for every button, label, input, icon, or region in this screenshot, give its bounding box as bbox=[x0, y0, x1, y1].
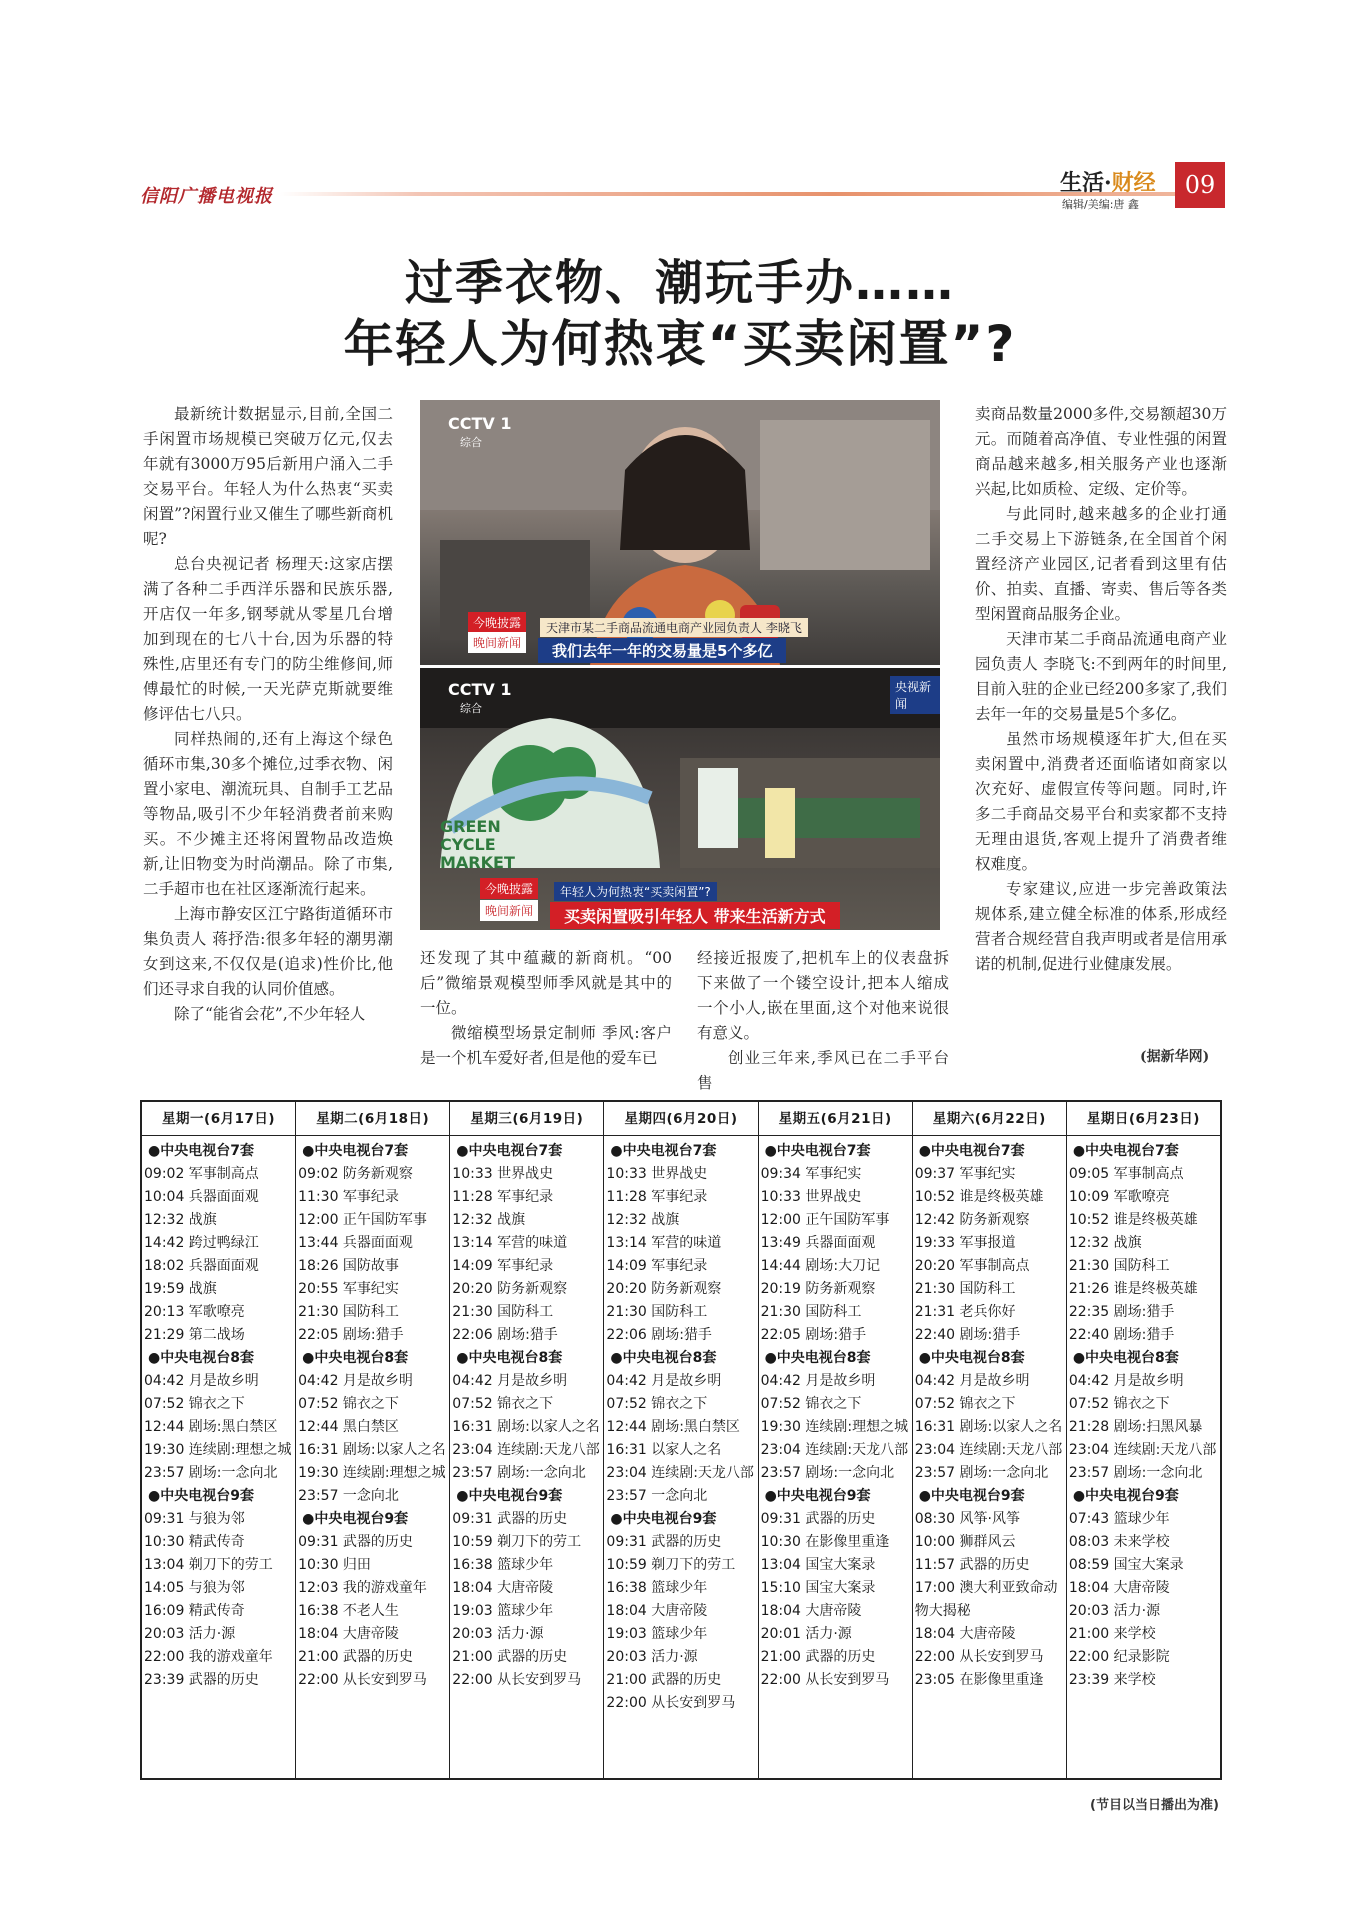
program-listing: 21:28 剧场:扫黑风暴 bbox=[1068, 1419, 1203, 1435]
program-listing: 23:39 来学校 bbox=[1068, 1672, 1156, 1688]
paragraph: 还发现了其中蕴藏的新商机。“00后”微缩景观模型师季风就是其中的一位。 bbox=[420, 949, 672, 1017]
schedule-day-header: 星期六(6月22日) bbox=[913, 1102, 1066, 1136]
program-listing: 21:00 武器的历史 bbox=[298, 1649, 413, 1665]
program-listing: 16:09 精武传奇 bbox=[144, 1603, 245, 1619]
program-listing: 11:28 军事纪录 bbox=[452, 1189, 554, 1205]
program-listing: 07:52 锦衣之下 bbox=[606, 1396, 708, 1412]
corner-logo: 央视新闻 bbox=[890, 676, 940, 714]
program-listing: 07:52 锦衣之下 bbox=[144, 1396, 245, 1412]
program-listing: 10:33 世界战史 bbox=[606, 1166, 708, 1182]
channel-heading: ●中央电视台9套 bbox=[918, 1488, 1025, 1504]
program-listing: 09:31 武器的历史 bbox=[452, 1511, 568, 1527]
program-listing: 18:04 大唐帝陵 bbox=[914, 1626, 1016, 1642]
channel-heading: ●中央电视台7套 bbox=[918, 1143, 1025, 1159]
program-listing: 21:29 第二战场 bbox=[144, 1327, 245, 1343]
program-listing: 10:30 精武传奇 bbox=[144, 1534, 245, 1550]
program-listing: 04:42 月是故乡明 bbox=[1068, 1373, 1184, 1389]
program-listing: 13:14 军营的味道 bbox=[606, 1235, 722, 1251]
program-listing: 21:30 国防科工 bbox=[606, 1304, 708, 1320]
program-listing: 21:26 谁是终极英雄 bbox=[1068, 1281, 1198, 1297]
program-listing: 21:00 武器的历史 bbox=[606, 1672, 722, 1688]
channel-heading: ●中央电视台7套 bbox=[610, 1143, 717, 1159]
program-listing: 14:09 军事纪录 bbox=[606, 1258, 708, 1274]
schedule-day-column bbox=[759, 1102, 913, 1778]
program-listing: 07:52 锦衣之下 bbox=[452, 1396, 554, 1412]
cctv-logo: CCTV 1 bbox=[448, 680, 512, 699]
article-column-3 bbox=[697, 946, 949, 1096]
program-listing: 04:42 月是故乡明 bbox=[760, 1373, 876, 1389]
program-listing: 10:59 剃刀下的劳工 bbox=[606, 1557, 736, 1573]
program-listing: 12:32 战旗 bbox=[452, 1212, 526, 1228]
schedule-day-column bbox=[1067, 1102, 1220, 1778]
program-listing: 15:10 国宝大案录 bbox=[760, 1580, 876, 1596]
channel-heading: ●中央电视台7套 bbox=[1072, 1143, 1179, 1159]
masthead: 信阳广播电视报 bbox=[140, 186, 273, 207]
program-listing: 18:04 大唐帝陵 bbox=[760, 1603, 862, 1619]
program-listing: 22:00 从长安到罗马 bbox=[298, 1672, 427, 1688]
program-listing: 20:20 军事制高点 bbox=[914, 1258, 1030, 1274]
section-label: 生活·财经 bbox=[1060, 170, 1156, 196]
program-listing: 08:03 未来学校 bbox=[1068, 1534, 1170, 1550]
channel-heading: ●中央电视台8套 bbox=[1072, 1350, 1179, 1366]
paragraph: 微缩模型场景定制师 季风:客户是一个机车爱好者,但是他的爱车已 bbox=[420, 1024, 672, 1067]
program-listing: 14:05 与狼为邻 bbox=[144, 1580, 245, 1596]
schedule-day-header: 星期日(6月23日) bbox=[1067, 1102, 1220, 1136]
program-listing: 12:32 战旗 bbox=[606, 1212, 680, 1228]
program-listing: 21:30 国防科工 bbox=[1068, 1258, 1170, 1274]
program-listing: 20:13 军歌嘹亮 bbox=[144, 1304, 245, 1320]
channel-sub: 综合 bbox=[460, 436, 482, 449]
paragraph: 最新统计数据显示,目前,全国二手闲置市场规模已突破万亿元,仅去年就有3000万95后新用户涌入二手交易平台。年轻人为什么热衷“买卖闲置”?闲置行业又催生了哪些新商机呢? bbox=[143, 405, 393, 548]
program-listing: 10:04 兵器面面观 bbox=[144, 1189, 259, 1205]
program-listing: 20:01 活力·源 bbox=[760, 1626, 852, 1642]
program-listing: 13:44 兵器面面观 bbox=[298, 1235, 413, 1251]
program-tag-2: 晚间新闻 bbox=[468, 632, 526, 653]
channel-heading: ●中央电视台8套 bbox=[764, 1350, 871, 1366]
program-listing: 23:57 剧场:一念向北 bbox=[452, 1465, 586, 1481]
program-listing: 22:40 剧场:猎手 bbox=[914, 1327, 1021, 1343]
program-listing: 19:33 军事报道 bbox=[914, 1235, 1016, 1251]
program-listing: 23:57 一念向北 bbox=[606, 1488, 708, 1504]
program-listing: 11:30 军事纪录 bbox=[298, 1189, 399, 1205]
program-listing: 19:59 战旗 bbox=[144, 1281, 217, 1297]
program-listing: 16:31 剧场:以家人之名 bbox=[298, 1442, 446, 1458]
channel-heading: ●中央电视台7套 bbox=[456, 1143, 563, 1159]
caption-bar: 买卖闲置吸引年轻人 带来生活新方式 bbox=[550, 902, 840, 929]
program-listing: 21:00 武器的历史 bbox=[452, 1649, 568, 1665]
tv-schedule-table bbox=[140, 1100, 1222, 1780]
program-listing: 19:30 连续剧:理想之城 bbox=[760, 1419, 909, 1435]
program-listing: 10:59 剃刀下的劳工 bbox=[452, 1534, 582, 1550]
program-listing: 23:04 连续剧:天龙八部 bbox=[606, 1465, 754, 1481]
channel-heading: ●中央电视台9套 bbox=[148, 1488, 254, 1504]
paragraph: 除了“能省会花”,不少年轻人 bbox=[174, 1005, 366, 1023]
news-photo-market bbox=[420, 668, 940, 930]
program-listing: 19:30 连续剧:理想之城 bbox=[298, 1465, 446, 1481]
page-number: 09 bbox=[1175, 162, 1225, 208]
program-listing: 20:55 军事纪实 bbox=[298, 1281, 399, 1297]
program-listing: 23:04 连续剧:天龙八部 bbox=[760, 1442, 909, 1458]
program-listing: 11:57 武器的历史 bbox=[914, 1557, 1030, 1573]
program-listing: 10:30 归田 bbox=[298, 1557, 371, 1573]
program-listing: 22:05 剧场:猎手 bbox=[298, 1327, 404, 1343]
program-listing: 10:52 谁是终极英雄 bbox=[914, 1189, 1044, 1205]
channel-heading: ●中央电视台8套 bbox=[456, 1350, 563, 1366]
program-listing: 18:04 大唐帝陵 bbox=[1068, 1580, 1170, 1596]
program-listing: 23:04 连续剧:天龙八部 bbox=[1068, 1442, 1217, 1458]
caption-top: 天津市某二手商品流通电商产业园负责人 李晓飞 bbox=[540, 618, 808, 637]
program-tag: 今晚披露 bbox=[468, 612, 526, 633]
paragraph: 与此同时,越来越多的企业打通二手交易上下游链条,在全国首个闲置经济产业园区,记者看到这里有估价、拍卖、直播、寄卖、售后等各类型闲置商品服务企业。 bbox=[975, 505, 1227, 623]
program-listing: 21:30 国防科工 bbox=[452, 1304, 554, 1320]
program-listing: 21:00 来学校 bbox=[1068, 1626, 1156, 1642]
program-listing: 14:42 跨过鸭绿江 bbox=[144, 1235, 259, 1251]
schedule-day-header: 星期五(6月21日) bbox=[759, 1102, 912, 1136]
program-listing: 13:14 军营的味道 bbox=[452, 1235, 568, 1251]
program-listing: 23:04 连续剧:天龙八部 bbox=[914, 1442, 1063, 1458]
channel-heading: ●中央电视台9套 bbox=[764, 1488, 871, 1504]
news-photo-interview bbox=[420, 400, 940, 665]
article-source: (据新华网) bbox=[1140, 1049, 1210, 1065]
paragraph: 创业三年来,季风已在二手平台售 bbox=[697, 1049, 949, 1092]
caption-top: 年轻人为何热衷“买卖闲置”? bbox=[554, 882, 717, 901]
program-listing: 20:03 活力·源 bbox=[144, 1626, 236, 1642]
schedule-day-header: 星期一(6月17日) bbox=[142, 1102, 295, 1136]
paragraph: 专家建议,应进一步完善政策法规体系,建立健全标准的体系,形成经营者合规经营自我声明或者是信用承诺的机制,促进行业健康发展。 bbox=[975, 880, 1227, 973]
schedule-day-header: 星期二(6月18日) bbox=[296, 1102, 449, 1136]
program-listing: 21:30 国防科工 bbox=[298, 1304, 399, 1320]
program-listing: 16:31 以家人之名 bbox=[606, 1442, 722, 1458]
program-listing: 20:03 活力·源 bbox=[606, 1649, 698, 1665]
program-listing: 22:00 从长安到罗马 bbox=[760, 1672, 890, 1688]
channel-heading: ●中央电视台8套 bbox=[302, 1350, 409, 1366]
article-column-4 bbox=[975, 402, 1227, 977]
program-listing: 12:00 正午国防军事 bbox=[760, 1212, 890, 1228]
program-listing: 07:52 锦衣之下 bbox=[298, 1396, 399, 1412]
program-listing: 12:42 防务新观察 bbox=[914, 1212, 1030, 1228]
paragraph: 卖商品数量2000多件,交易额超30万元。而随着高净值、专业性强的闲置商品越来越多,相关服务产业也逐渐兴起,比如质检、定级、定价等。 bbox=[975, 405, 1227, 498]
program-listing: 12:44 剧场:黑白禁区 bbox=[606, 1419, 740, 1435]
program-listing: 23:39 武器的历史 bbox=[144, 1672, 259, 1688]
program-listing: 10:33 世界战史 bbox=[452, 1166, 554, 1182]
schedule-day-column bbox=[450, 1102, 604, 1778]
program-listing: 07:52 锦衣之下 bbox=[914, 1396, 1016, 1412]
schedule-day-column bbox=[142, 1102, 296, 1778]
paragraph: 虽然市场规模逐年扩大,但在买卖闲置中,消费者还面临诸如商家以次充好、虚假宣传等问题。同时,许多二手商品交易平台和卖家都不支持无理由退货,客观上提升了消费者维权难度。 bbox=[975, 730, 1227, 873]
program-listing: 21:30 国防科工 bbox=[760, 1304, 862, 1320]
program-listing: 21:30 国防科工 bbox=[914, 1281, 1016, 1297]
program-tag-2: 晚间新闻 bbox=[480, 900, 538, 921]
program-listing: 08:30 风筝·风筝 bbox=[914, 1511, 1020, 1527]
schedule-note: (节目以当日播出为准) bbox=[1090, 1798, 1219, 1813]
program-listing: 22:06 剧场:猎手 bbox=[606, 1327, 712, 1343]
channel-heading: ●中央电视台9套 bbox=[610, 1511, 717, 1527]
program-listing: 23:57 一念向北 bbox=[298, 1488, 399, 1504]
program-listing: 09:31 武器的历史 bbox=[606, 1534, 722, 1550]
editor-credit: 编辑/美编:唐 鑫 bbox=[1062, 198, 1139, 211]
channel-heading: ●中央电视台8套 bbox=[918, 1350, 1025, 1366]
program-listing: 12:03 我的游戏童年 bbox=[298, 1580, 427, 1596]
program-listing: 17:00 澳大利亚致命动物大揭秘 bbox=[914, 1580, 1058, 1619]
caption-bar: 我们去年一年的交易量是5个多亿 bbox=[538, 638, 786, 663]
schedule-day-header: 星期三(6月19日) bbox=[450, 1102, 603, 1136]
schedule-day-column bbox=[913, 1102, 1067, 1778]
paragraph: 总台央视记者 杨理天:这家店摆满了各种二手西洋乐器和民族乐器,开店仅一年多,钢琴就从零星几台增加到现在的七八十台,因为乐器的特殊性,店里还有专门的防尘维修间,师傅最忙的时候,一天光萨克斯就要维修评估七八只。 bbox=[143, 555, 393, 723]
program-listing: 22:05 剧场:猎手 bbox=[760, 1327, 867, 1343]
program-listing: 16:31 剧场:以家人之名 bbox=[914, 1419, 1063, 1435]
program-listing: 09:34 军事纪实 bbox=[760, 1166, 862, 1182]
headline-line-2: 年轻人为何热衷“买卖闲置”? bbox=[343, 315, 1017, 373]
program-listing: 22:35 剧场:猎手 bbox=[1068, 1304, 1175, 1320]
program-listing: 23:57 剧场:一念向北 bbox=[760, 1465, 895, 1481]
channel-heading: ●中央电视台9套 bbox=[1072, 1488, 1179, 1504]
program-listing: 09:02 军事制高点 bbox=[144, 1166, 259, 1182]
program-listing: 11:28 军事纪录 bbox=[606, 1189, 708, 1205]
program-listing: 13:04 国宝大案录 bbox=[760, 1557, 876, 1573]
program-listing: 20:03 活力·源 bbox=[1068, 1603, 1161, 1619]
program-listing: 09:31 武器的历史 bbox=[298, 1534, 413, 1550]
program-listing: 18:26 国防故事 bbox=[298, 1258, 399, 1274]
program-listing: 20:19 防务新观察 bbox=[760, 1281, 876, 1297]
program-listing: 20:20 防务新观察 bbox=[452, 1281, 568, 1297]
program-listing: 16:38 篮球少年 bbox=[606, 1580, 708, 1596]
program-listing: 12:44 剧场:黑白禁区 bbox=[144, 1419, 278, 1435]
channel-heading: ●中央电视台9套 bbox=[302, 1511, 409, 1527]
program-listing: 09:31 武器的历史 bbox=[760, 1511, 876, 1527]
program-listing: 22:00 从长安到罗马 bbox=[606, 1695, 736, 1711]
program-listing: 18:02 兵器面面观 bbox=[144, 1258, 259, 1274]
program-listing: 22:06 剧场:猎手 bbox=[452, 1327, 558, 1343]
program-listing: 14:09 军事纪录 bbox=[452, 1258, 554, 1274]
schedule-day-header: 星期四(6月20日) bbox=[604, 1102, 757, 1136]
program-listing: 07:52 锦衣之下 bbox=[1068, 1396, 1170, 1412]
program-listing: 04:42 月是故乡明 bbox=[144, 1373, 259, 1389]
program-listing: 22:00 从长安到罗马 bbox=[452, 1672, 582, 1688]
program-listing: 13:04 剃刀下的劳工 bbox=[144, 1557, 273, 1573]
headline-line-1: 过季衣物、潮玩手办…… bbox=[404, 255, 955, 311]
program-listing: 19:30 连续剧:理想之城 bbox=[144, 1442, 292, 1458]
program-listing: 04:42 月是故乡明 bbox=[606, 1373, 722, 1389]
program-listing: 19:03 篮球少年 bbox=[452, 1603, 554, 1619]
program-listing: 12:00 正午国防军事 bbox=[298, 1212, 427, 1228]
paragraph: 经接近报废了,把机车上的仪表盘拆下来做了一个镂空设计,把本人缩成一个小人,嵌在里面,这个对他来说很有意义。 bbox=[697, 949, 949, 1042]
program-tag: 今晚披露 bbox=[480, 878, 538, 899]
program-listing: 10:09 军歌嘹亮 bbox=[1068, 1189, 1170, 1205]
program-listing: 08:59 国宝大案录 bbox=[1068, 1557, 1184, 1573]
paragraph: 同样热闹的,还有上海这个绿色循环市集,30多个摊位,过季衣物、闲置小家电、潮流玩具、自制手工艺品等物品,吸引不少年轻消费者前来购买。不少摊主还将闲置物品改造焕新,让旧物变为时尚潮品。除了市集,二手超市也在社区逐渐流行起来。 bbox=[143, 730, 393, 898]
program-listing: 21:31 老兵你好 bbox=[914, 1304, 1016, 1320]
program-listing: 20:03 活力·源 bbox=[452, 1626, 544, 1642]
program-listing: 07:52 锦衣之下 bbox=[760, 1396, 862, 1412]
program-listing: 04:42 月是故乡明 bbox=[452, 1373, 568, 1389]
program-listing: 23:57 剧场:一念向北 bbox=[914, 1465, 1049, 1481]
program-listing: 22:40 剧场:猎手 bbox=[1068, 1327, 1175, 1343]
program-listing: 09:37 军事纪实 bbox=[914, 1166, 1016, 1182]
program-listing: 18:04 大唐帝陵 bbox=[298, 1626, 399, 1642]
program-listing: 22:00 我的游戏童年 bbox=[144, 1649, 273, 1665]
program-listing: 12:32 战旗 bbox=[1068, 1235, 1142, 1251]
channel-heading: ●中央电视台7套 bbox=[148, 1143, 254, 1159]
article-column-2 bbox=[420, 946, 672, 1071]
program-listing: 20:20 防务新观察 bbox=[606, 1281, 722, 1297]
channel-heading: ●中央电视台9套 bbox=[456, 1488, 563, 1504]
program-listing: 23:05 在影像里重逢 bbox=[914, 1672, 1044, 1688]
program-listing: 23:04 连续剧:天龙八部 bbox=[452, 1442, 600, 1458]
program-listing: 04:42 月是故乡明 bbox=[298, 1373, 413, 1389]
channel-heading: ●中央电视台7套 bbox=[764, 1143, 871, 1159]
program-listing: 12:44 黑白禁区 bbox=[298, 1419, 399, 1435]
program-listing: 21:00 武器的历史 bbox=[760, 1649, 876, 1665]
article-column-1 bbox=[143, 402, 393, 1027]
paragraph: 上海市静安区江宁路街道循环市集负责人 蒋抒浩:很多年轻的潮男潮女到这来,不仅仅是(追求)性价比,他们还寻求自我的认同价值感。 bbox=[143, 905, 393, 998]
market-sign: GREEN CYCLE MARKET bbox=[440, 817, 515, 872]
program-listing: 18:04 大唐帝陵 bbox=[452, 1580, 554, 1596]
channel-heading: ●中央电视台7套 bbox=[302, 1143, 409, 1159]
program-listing: 09:31 与狼为邻 bbox=[144, 1511, 245, 1527]
program-listing: 10:30 在影像里重逢 bbox=[760, 1534, 890, 1550]
program-listing: 23:57 剧场:一念向北 bbox=[144, 1465, 278, 1481]
program-listing: 04:42 月是故乡明 bbox=[914, 1373, 1030, 1389]
cctv-logo: CCTV 1 bbox=[448, 414, 512, 433]
program-listing: 16:31 剧场:以家人之名 bbox=[452, 1419, 600, 1435]
channel-heading: ●中央电视台8套 bbox=[610, 1350, 717, 1366]
program-listing: 22:00 纪录影院 bbox=[1068, 1649, 1170, 1665]
program-listing: 10:00 狮群风云 bbox=[914, 1534, 1016, 1550]
program-listing: 10:52 谁是终极英雄 bbox=[1068, 1212, 1198, 1228]
program-listing: 16:38 篮球少年 bbox=[452, 1557, 554, 1573]
program-listing: 12:32 战旗 bbox=[144, 1212, 217, 1228]
program-listing: 10:33 世界战史 bbox=[760, 1189, 862, 1205]
channel-heading: ●中央电视台8套 bbox=[148, 1350, 254, 1366]
program-listing: 16:38 不老人生 bbox=[298, 1603, 399, 1619]
program-listing: 23:57 剧场:一念向北 bbox=[1068, 1465, 1203, 1481]
paragraph: 天津市某二手商品流通电商产业园负责人 李晓飞:不到两年的时间里,目前入驻的企业已经200多家了,我们去年一年的交易量是5个多亿。 bbox=[975, 630, 1227, 723]
program-listing: 07:43 篮球少年 bbox=[1068, 1511, 1170, 1527]
program-listing: 19:03 篮球少年 bbox=[606, 1626, 708, 1642]
program-listing: 18:04 大唐帝陵 bbox=[606, 1603, 708, 1619]
program-listing: 14:44 剧场:大刀记 bbox=[760, 1258, 881, 1274]
program-listing: 09:02 防务新观察 bbox=[298, 1166, 413, 1182]
schedule-day-column bbox=[604, 1102, 758, 1778]
program-listing: 22:00 从长安到罗马 bbox=[914, 1649, 1044, 1665]
channel-sub: 综合 bbox=[460, 702, 482, 715]
schedule-day-column bbox=[296, 1102, 450, 1778]
program-listing: 09:05 军事制高点 bbox=[1068, 1166, 1184, 1182]
program-listing: 13:49 兵器面面观 bbox=[760, 1235, 876, 1251]
